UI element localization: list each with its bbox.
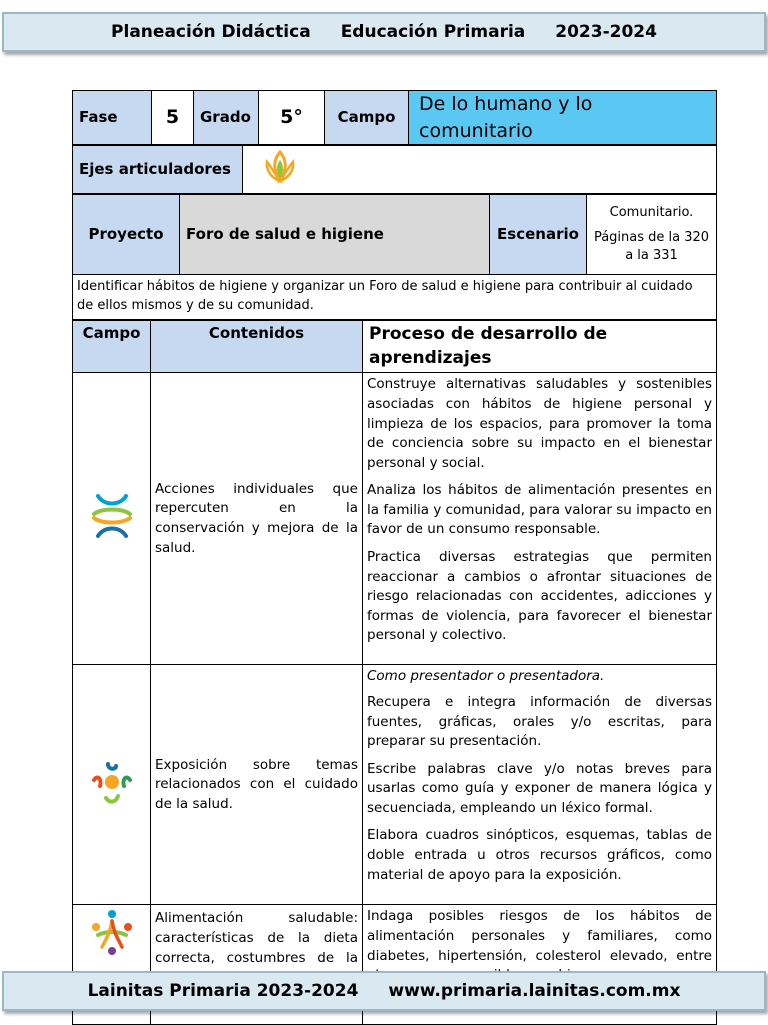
table-row bbox=[73, 373, 717, 665]
proceso-item: Practica diversas estrategias que permiten reaccionar a cambios o afrontar situaciones de riesgo relacionadas con accidentes, adicciones y formas de violencia, para favorecer el bienestar personal y colectivo. bbox=[367, 548, 712, 644]
eje-pensamiento-critico-icon bbox=[88, 758, 136, 806]
column-header-campo: Campo bbox=[73, 320, 151, 373]
escenario-label: Escenario bbox=[490, 195, 587, 275]
proceso-item: Escribe palabras clave y/o notas breves para usarlas como guía y exponer de manera lógica y secuenciada, empleando un léxico formal. bbox=[367, 760, 712, 816]
proyecto-value: Foro de salud e higiene bbox=[180, 195, 490, 275]
project-purpose: Identificar hábitos de higiene y organizar un Foro de salud e higiene para contribuir al cuidado de ellos mismos y de su comunidad. bbox=[73, 275, 717, 320]
ejes-label: Ejes articuladores bbox=[73, 146, 243, 194]
planning-sheet bbox=[72, 90, 716, 966]
header-year: 2023-2024 bbox=[555, 22, 657, 42]
escenario-value: Comunitario. bbox=[609, 205, 694, 221]
contenido-cell: Exposición sobre temas relacionados con el cuidado de la salud. bbox=[151, 665, 363, 905]
campo-value: De lo humano y lo comunitario bbox=[409, 91, 717, 145]
campo-icon-cell bbox=[73, 665, 151, 905]
proceso-cell bbox=[363, 373, 717, 665]
ejes-table bbox=[72, 145, 717, 194]
escenario-cell bbox=[587, 195, 717, 275]
proceso-item: Recupera e integra información de diversas fuentes, gráficas, orales y/o escritas, para preparar su presentación. bbox=[367, 694, 712, 750]
grado-value: 5° bbox=[259, 91, 325, 145]
contenido-cell: Alimentación saludable: características de la dieta correcta, costumbres de la bbox=[151, 905, 363, 1025]
footer-banner bbox=[2, 971, 766, 1011]
footer-site-name: Lainitas Primaria 2023-2024 bbox=[87, 981, 359, 1001]
header-subtitle: Educación Primaria bbox=[340, 22, 526, 42]
header-title: Planeación Didáctica bbox=[111, 22, 311, 42]
column-header-proceso: Proceso de desarrollo de aprendizajes bbox=[363, 320, 717, 373]
fase-value: 5 bbox=[152, 91, 194, 145]
ejes-icons bbox=[243, 146, 717, 194]
eje-interculturalidad-icon bbox=[261, 148, 299, 186]
header-banner bbox=[2, 12, 766, 52]
paginas-range: Páginas de la 320 a la 331 bbox=[593, 229, 710, 263]
footer-url: www.primaria.lainitas.com.mx bbox=[388, 981, 681, 1001]
eje-vida-saludable-icon bbox=[90, 492, 134, 540]
proceso-item: Elabora cuadros sinópticos, esquemas, tablas de doble entrada u otros recursos gráficos, como material de apoyo para la exposición. bbox=[367, 827, 712, 883]
campo-icon-cell bbox=[73, 373, 151, 665]
proceso-item: Indaga posibles riesgos de los hábitos de alimentación personales y familiares, como diabetes, hipertensión, colesterol elevado, entre bbox=[367, 908, 712, 964]
learning-table bbox=[72, 320, 717, 1025]
table-row bbox=[73, 665, 717, 905]
proyecto-label: Proyecto bbox=[73, 195, 180, 275]
proceso-item: Construye alternativas saludables y sostenibles asociadas con hábitos de higiene personal y limpieza de los espacios, para promover la toma de conciencia sobre su impacto en el bienestar personal y social. bbox=[367, 376, 712, 471]
project-table bbox=[72, 194, 717, 320]
grado-label: Grado bbox=[194, 91, 259, 145]
fase-label: Fase bbox=[73, 91, 152, 145]
proceso-item: Analiza los hábitos de alimentación presentes en la familia y comunidad, para valorar su impacto en favor de un consumo responsable. bbox=[367, 482, 712, 538]
info-table bbox=[72, 90, 717, 145]
contenido-cell: Acciones individuales que repercuten en la conservación y mejora de la salud. bbox=[151, 373, 363, 665]
proceso-cell bbox=[363, 665, 717, 905]
column-header-contenidos: Contenidos bbox=[151, 320, 363, 373]
proceso-intro: Como presentador o presentadora. bbox=[367, 668, 605, 685]
campo-label: Campo bbox=[325, 91, 409, 145]
eje-inclusion-icon bbox=[88, 907, 136, 955]
